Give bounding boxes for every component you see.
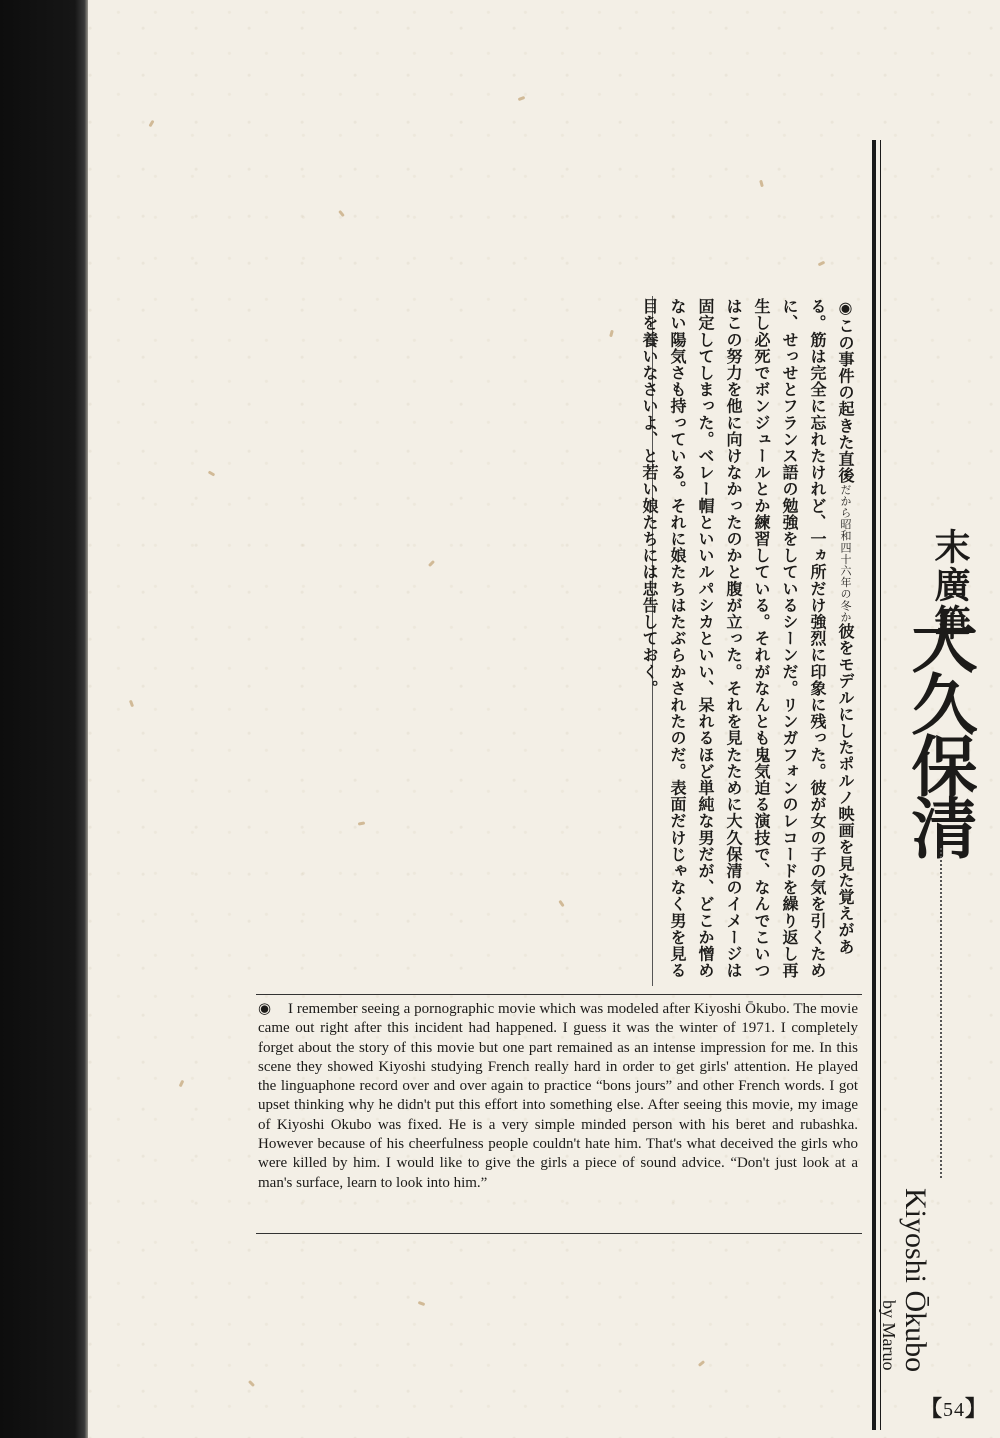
japanese-text-part-a: ◉この事件の起きた直後: [836, 298, 855, 484]
series-title: 末廣筆: [929, 528, 971, 642]
japanese-body-text: [635, 298, 859, 982]
author-byline: by Maruo: [879, 1300, 899, 1371]
page-number: 【54】: [920, 1396, 989, 1421]
article-title-japanese: 大久保清: [900, 608, 978, 856]
margin-rule-thick: [872, 140, 876, 1430]
japanese-text-part-b: 彼をモデルにしたポルノ映画を見た覚えがある。筋は完全に忘れたけれど、一ヵ所だけ強烈に印象に残った。彼が女の子の気を引くために、せっせとフランス語の勉強をしているシーンだ。リンガフォンのレコードを繰り返し再生し必死でボンジュールとか練習している。それがなんとも鬼気迫る演技で、なんでこいつはこの努力を他に向けなかったのかと腹が立った。それを見たために大久保清のイメージは固定してしまった。ベレー帽といいルパシカといい、呆れるほど単純な男だが、どこか憎めない陽気さも持っている。それに娘たちはたぶらかされたのだ。表面だけじゃなく男を見る目を養いなさいよ、と若い娘たちには忠告しておく。: [640, 298, 855, 979]
translation-top-rule: [256, 994, 862, 995]
english-translation-text: I remember seeing a pornographic movie which was modeled after Kiyoshi Ōkubo. The movie came out right after this incident had happened. I guess it was the winter of 1971. I completely forget about the story of this movie but one part remained as an intense impression for me. In this scene they showed Kiyoshi studying French really hard in order to get girls' attention. He played the linguaphone record over and over again to practice “bons jours” and other French words. I got upset thinking why he didn't put this effort into something else. After seeing this movie, my image of Kiyoshi Okubo was fixed. He is a very simple minded person with his beret and rubashka. However because of his cheerfulness people couldn't hate him. That's what deceived the girls who were killed by him. I would like to give the girls a piece of sound advice. “Don't just look at a man's surface, learn to look into him.”: [258, 1001, 858, 1191]
japanese-inline-note: だから昭和四十六年の冬か: [839, 483, 852, 623]
margin-rule-thin: [880, 140, 881, 1430]
bullet-icon: ◉: [258, 1001, 272, 1017]
book-spine-shadow: [0, 0, 88, 1438]
page-number-value: 54: [943, 1399, 966, 1421]
article-title-english: Kiyoshi Ōkubo: [899, 1188, 932, 1373]
translation-bottom-rule: [256, 1233, 862, 1234]
english-translation: [258, 1000, 858, 1193]
japanese-text-block: [640, 296, 865, 986]
title-dotted-leader: [940, 848, 942, 1178]
